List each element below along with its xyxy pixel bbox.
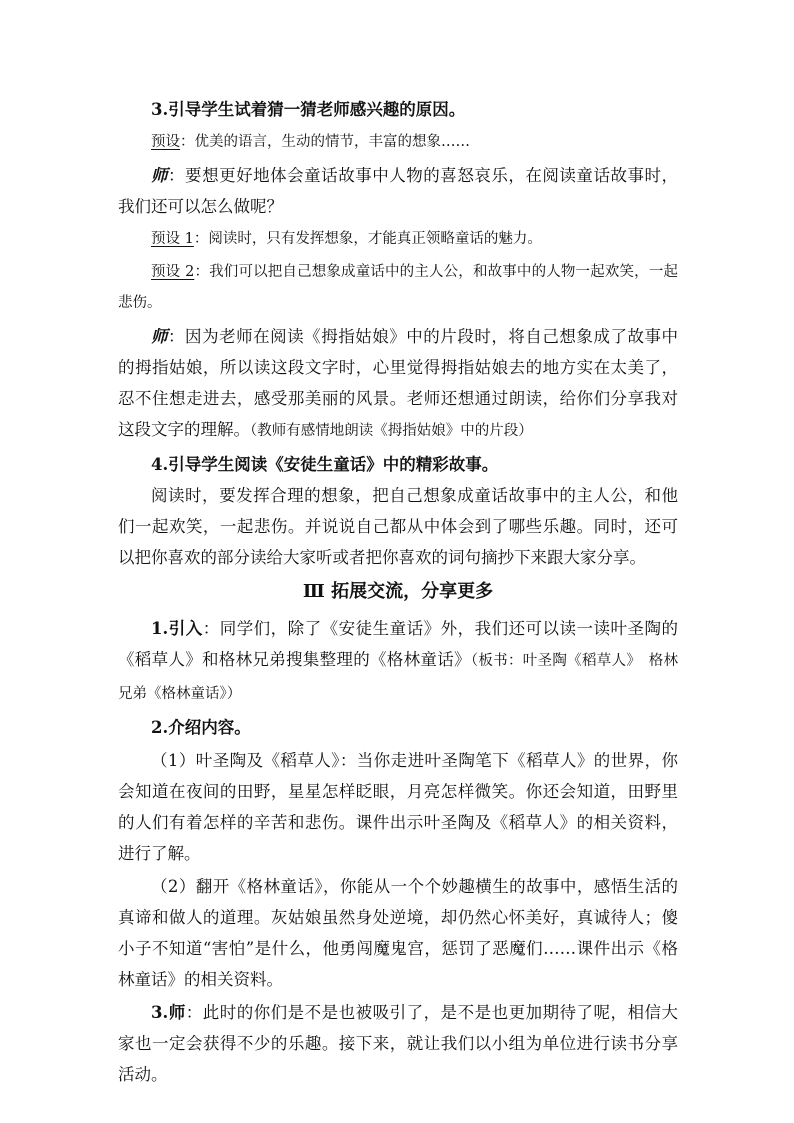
preset-2-text: ：我们可以把自己想象成童话中的主人公，和故事中的人物一起欢笑，一起悲伤。	[118, 264, 678, 311]
intro-text: ：同学们，除了《安徒生童话》外，我们还可以读一读叶圣陶的《稻草人》和格林兄弟搜集整理的《格林童话》	[118, 619, 678, 669]
grimm-paragraph: （2）翻开《格林童话》，你能从一个个妙趣横生的故事中，感悟生活的真谛和做人的道理。灰姑娘虽然身处逆境，却仍然心怀美好，真诚待人；傻小子不知道“害怕”是什么，他勇闯魔鬼宫，惩罚了恶魔们……课件出示《格林童话》的相关资料。	[118, 877, 678, 989]
preset-1-text: ：阅读时，只有发挥想象，才能真正领略童话的魅力。	[193, 231, 542, 247]
teacher-label: 师	[151, 166, 169, 185]
closing-paragraph	[118, 997, 678, 1090]
preset-2-label: 预设 2	[151, 264, 195, 280]
preset-text: ：优美的语言，生动的情节，丰富的想象……	[180, 134, 470, 150]
reading-instructions: 阅读时，要发挥合理的想象，把自己想象成童话故事中的主人公，和他们一起欢笑，一起悲伤。并说说自己都从中体会到了哪些乐趣。同时，还可以把你喜欢的部分读给大家听或者把你喜欢的词句摘抄下来跟大家分享。	[118, 486, 678, 567]
step-2-title: 2.介绍内容。	[151, 718, 251, 737]
board-note: （板书：叶圣陶《稻草人》 格林兄弟《格林童话》）	[118, 653, 679, 702]
preset-2	[118, 257, 678, 319]
scarecrow-paragraph: （1）叶圣陶及《稻草人》：当你走进叶圣陶笔下《稻草人》的世界，你会知道在夜间的田野，星星怎样眨眼，月亮怎样微笑。你还会知道，田野里的人们有着怎样的辛苦和悲伤。课件出示叶圣陶及《稻草人》的相关资料，进行了解。	[118, 751, 678, 863]
step-4-title: 4.引导学生阅读《安徒生童话》中的精彩故事。	[151, 455, 499, 474]
intro-label: 1.引入	[151, 619, 203, 638]
preset-1	[118, 224, 678, 255]
teacher-explanation	[118, 321, 678, 447]
document-body	[118, 94, 678, 1090]
section-heading: Ⅲ 拓展交流，分享更多	[302, 581, 494, 602]
closing-text: ：此时的你们是不是也被吸引了，是不是也更加期待了呢，相信大家也一定会获得不少的乐趣。接下来，就让我们以小组为单位进行读书分享活动。	[118, 1003, 678, 1084]
preset-label: 预设	[151, 134, 180, 150]
teacher-explanation-text: ：因为老师在阅读《拇指姑娘》中的片段时，将自己想象成了故事中的拇指姑娘，所以读这段文字时，心里觉得拇指姑娘去的地方实在太美了，忍不住想走进去，感受那美丽的风景。老师还想通过朗读，给你们分享我对这段文字的理解。	[118, 327, 679, 439]
teacher-question-text: ：要想更好地体会童话故事中人物的喜怒哀乐，在阅读童话故事时，我们还可以怎么做呢？	[118, 166, 679, 216]
teacher-question	[118, 160, 678, 222]
teacher-note: （教师有感情地朗读《拇指姑娘》中的片段）	[250, 423, 533, 439]
closing-label: 3.师	[151, 1003, 186, 1022]
preset-answer	[118, 127, 678, 158]
intro-paragraph	[118, 613, 678, 710]
preset-1-label: 预设 1	[151, 231, 194, 247]
step-3-title: 3.引导学生试着猜一猜老师感兴趣的原因。	[151, 100, 466, 119]
teacher-label: 师	[151, 327, 169, 346]
